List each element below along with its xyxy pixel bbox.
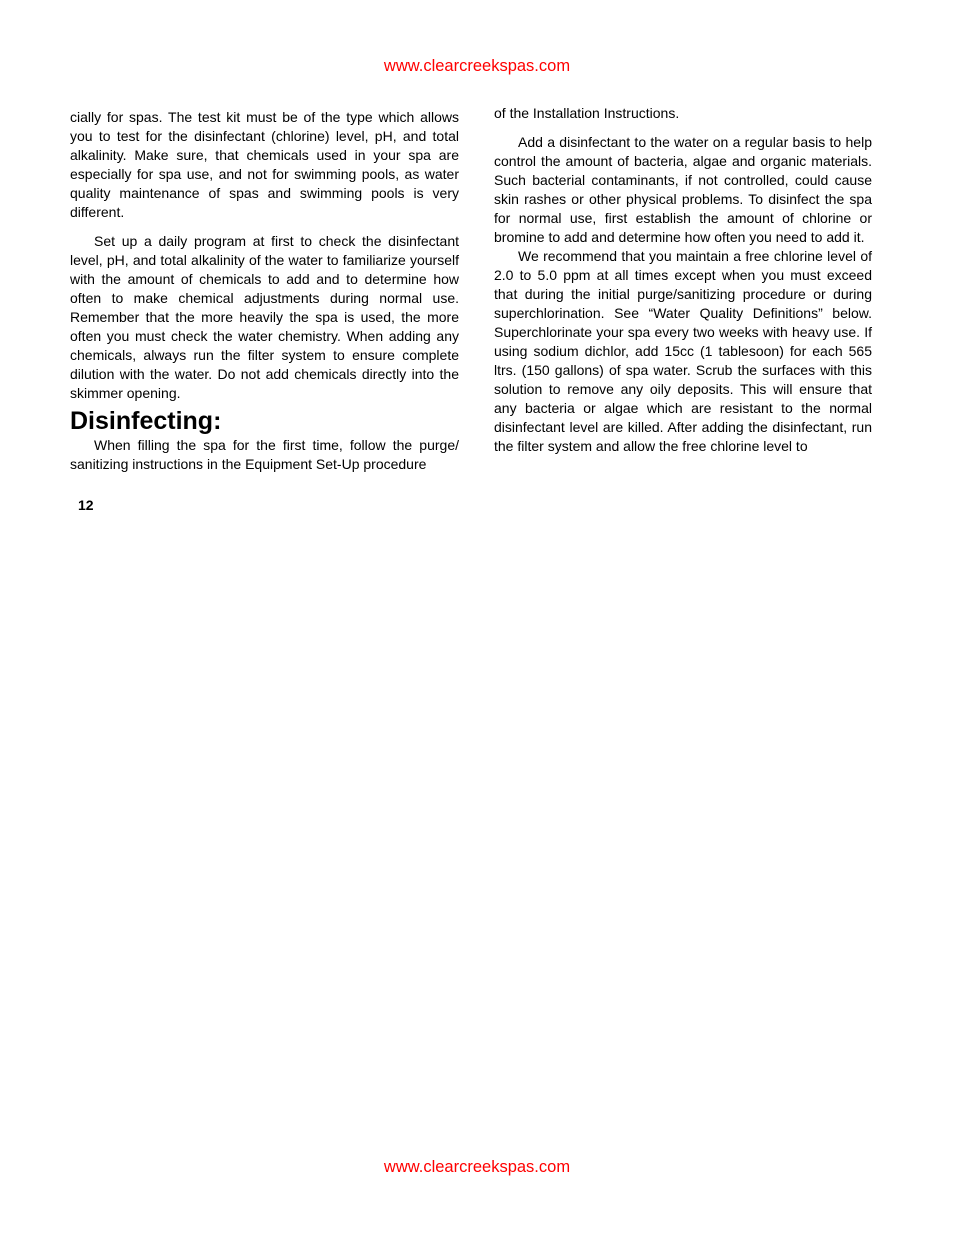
page-number: 12 [78, 497, 94, 513]
left-paragraph-3: When filling the spa for the first time, follow the purge/ sanitizing instructions in the Equipment Set-Up procedure [70, 437, 459, 472]
header-website-link[interactable]: www.clearcreekspas.com [383, 57, 571, 75]
footer-website-link[interactable]: www.clearcreekspas.com [383, 1158, 571, 1176]
right-paragraph-2: Add a disinfectant to the water on a regular basis to help control the amount of bacteria, algae and organic materials. Such bacterial contaminants, if not controlled, could cause skin rashes or other physical problems. To disinfect the spa for normal use, first establish the amount of chlorine or bromine to add and determine how often you need to add it. [494, 134, 872, 245]
right-paragraph-1: of the Installation Instructions. [494, 105, 680, 121]
right-column [494, 104, 872, 456]
left-column [70, 108, 459, 474]
left-paragraph-1: cially for spas. The test kit must be of the type which allows you to test for the disinfectant (chlorine) level, pH, and total alkalinity. Make sure, that chemicals used in your spa are especially for spa use, and not for swimming pools, as water quality maintenance of spas and swimming pools is very different. [70, 109, 459, 220]
section-heading-disinfecting: Disinfecting: [70, 407, 222, 435]
left-paragraph-2: Set up a daily program at first to check the disinfectant level, pH, and total alkalinity of the water to familiarize yourself with the amount of chemicals to add and to determine how often to make chemical adjustments during normal use. Remember that the more heavily the spa is used, the more often you must check the water chemistry. When adding any chemicals, always run the filter system to ensure complete dilution with the water. Do not add chemicals directly into the skimmer opening. [70, 233, 459, 401]
right-paragraph-3: We recommend that you maintain a free chlorine level of 2.0 to 5.0 ppm at all times except when you must exceed that during the initial purge/sanitizing procedure or during superchlorination. See “Water Quality Definitions” below. Superchlorinate your spa every two weeks with heavy use. If using sodium dichlor, add 15cc (1 tablesoon) for each 565 ltrs. (150 gallons) of spa water. Scrub the surfaces with this solution to remove any oily deposits. This will ensure that any bacteria or algae which are resistant to the normal disinfectant level are killed. After adding the disinfectant, run the filter system and allow the free chlorine level to [494, 248, 872, 454]
